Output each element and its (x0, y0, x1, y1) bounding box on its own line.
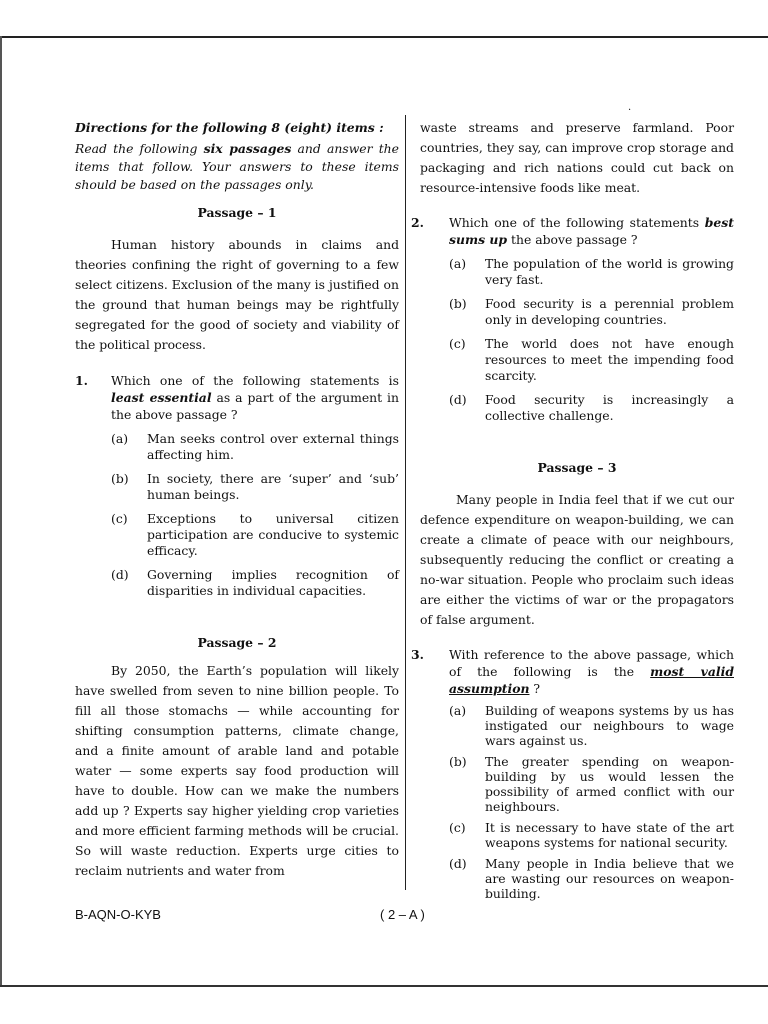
option-b[interactable]: (b) In society, there are ‘super’ and ‘sub’ human beings. (111, 471, 399, 502)
passage-3-title: Passage – 3 (537, 460, 617, 475)
question-2-number: 2. (411, 215, 424, 230)
question-2: 2. Which one of the following statements best sums up the above passage ? (411, 215, 734, 247)
option-b[interactable]: (b) The greater spending on weapon-building by us would lessen the possibility of armed conflict with our neighbours. (449, 754, 734, 814)
top-border-line (0, 36, 768, 38)
directions-title: Directions for the following 8 (eight) items : (75, 120, 384, 135)
left-column (75, 118, 399, 881)
question-3: 3. With reference to the above passage, which of the following is the most valid assumption ? (411, 647, 734, 696)
right-column (411, 118, 734, 901)
option-d[interactable]: (d) Governing implies recognition of disparities in individual capacities. (111, 567, 399, 598)
option-d[interactable]: (d) Food security is increasingly a collective challenge. (449, 392, 734, 423)
footer-code: B-AQN-O-KYB (75, 907, 161, 922)
column-divider (405, 115, 406, 890)
question-1-number: 1. (75, 373, 88, 388)
left-border-line (0, 36, 2, 986)
option-a[interactable]: (a) The population of the world is growing very fast. (449, 256, 734, 287)
passage-1-title: Passage – 1 (197, 205, 277, 220)
question-1: 1. Which one of the following statements is least essential as a part of the argument in the above passage ? (75, 373, 399, 422)
passage-2-continued: waste streams and preserve farmland. Poor countries, they say, can improve crop storage and packaging and rich nations could cut back on resource-intensive foods like meat. (420, 120, 734, 195)
option-b[interactable]: (b) Food security is a perennial problem only in developing countries. (449, 296, 734, 327)
bottom-border-line (0, 985, 768, 987)
passage-1-text: Human history abounds in claims and theories confining the right of governing to a few select citizens. Exclusion of the many is justified on the ground that human beings may be rightfully segregated for the good of society and viability of the political process. (75, 237, 399, 352)
option-c[interactable]: (c) It is necessary to have state of the art weapons systems for national security. (449, 820, 734, 850)
page-number: ( 2 – A ) (380, 907, 425, 922)
passage-2-title: Passage – 2 (197, 635, 277, 650)
passage-2-text: By 2050, the Earth’s population will likely have swelled from seven to nine billion people. To fill all those stomachs — while accounting for shifting consumption patterns, climate change, and a finite amount of arable land and potable water — some experts say food production will have to double. How can we make the numbers add up ? Experts say higher yielding crop varieties and more efficient farming methods will be crucial. So will waste reduction. Experts urge cities to reclaim nutrients and water from (75, 663, 399, 878)
stray-mark: . (628, 102, 632, 113)
passage-3-text: Many people in India feel that if we cut our defence expenditure on weapon-building, we can create a climate of peace with our neighbours, subsequently reducing the conflict or creating a no-war situation. People who proclaim such ideas are either the victims of war or the propagators of false argument. (420, 492, 734, 627)
question-3-number: 3. (411, 647, 424, 662)
option-c[interactable]: (c) The world does not have enough resources to meet the impending food scarcity. (449, 336, 734, 383)
option-d[interactable]: (d) Many people in India believe that we are wasting our resources on weapon-building. (449, 856, 734, 901)
directions-text: Read the following six passages and answer the items that follow. Your answers to these items should be based on the passages only. (75, 141, 399, 192)
question-1-options (111, 431, 399, 599)
option-a[interactable]: (a) Building of weapons systems by us has instigated our neighbours to wage wars against us. (449, 703, 734, 748)
option-a[interactable]: (a) Man seeks control over external things affecting him. (111, 431, 399, 462)
question-2-options (449, 256, 734, 424)
option-c[interactable]: (c) Exceptions to universal citizen participation are conducive to systemic efficacy. (111, 511, 399, 558)
question-3-options (449, 703, 734, 901)
